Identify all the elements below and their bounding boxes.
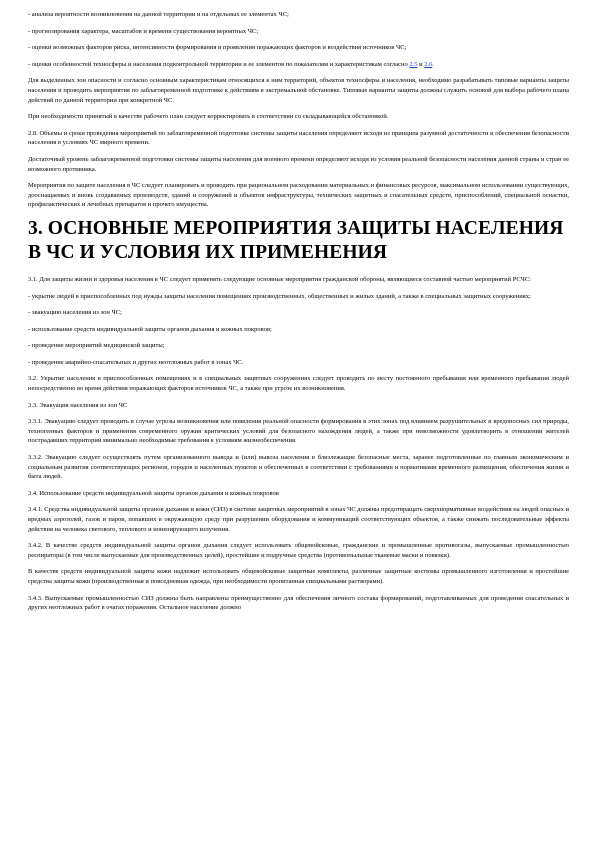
- paragraph: 3.4.3. Выпускаемые промышленностью СИЗ должны быть направлены преимущественно для обеспечения личного состава формирований, подготавливаемых для проведения спасательных и других неотложных работ в очагах поражения. Остальное население должно: [28, 594, 569, 612]
- reference-link-2-6[interactable]: 2.6: [424, 60, 433, 68]
- paragraph: 2.8. Объемы и сроки проведения мероприятий по заблаговременной подготовке системы защиты населения определяют исходя из принципа разумной достаточности и обеспечения безопасности населения в условиях ЧС мирного времени.: [28, 129, 569, 147]
- paragraph: - эвакуацию населения из зон ЧС;: [28, 309, 122, 317]
- paragraph-text: и: [417, 60, 425, 68]
- paragraph: 3.3.1. Эвакуацию следует проводить в случае угрозы возникновения или появления реальной опасности формирования в этих зонах под влиянием разрушительных и вредоносных сил природы, техногенных факторов и применения современного оружия критических условий для безопасного нахождения людей, а также при невозможности удовлетворить в отношении жителей пострадавших территорий минимально необходимые требования к условиям жизнеобеспечения.: [28, 418, 569, 445]
- paragraph: 3.3.2. Эвакуацию следует осуществлять путем организованного вывода и (или) вывоза населения в близлежащие безопасные места, заранее подготовленные по главным экономическим и социальным развития соответствующих регионов, городов и населенных пунктов и обеспеченных в соответствии с требованиями и нормативами временного размещения, обеспечения жизни и быта людей.: [28, 454, 569, 481]
- paragraph: - прогнозирования характера, масштабов и времени существования вероятных ЧС;: [28, 27, 259, 35]
- paragraph: 3.4.1. Средства индивидуальной защиты органов дыхания и кожи (СИЗ) в системе защитных мероприятий в зонах ЧС должны предотвращать сверхнормативные воздействия на людей опасных и вредных аэрозолей, газов и паров, попавших в окружающую среду при разрушении оборудования и коммуникаций соответствующих объектов, а также снижать последовательные эффекты действия на человека светового, теплового и ионизирующего излучения.: [28, 506, 569, 533]
- paragraph: При необходимости принятый в качестве рабочего план следует корректировать в соответствии со складывающейся обстановкой.: [28, 113, 389, 121]
- reference-link-2-5[interactable]: 2.5: [409, 60, 418, 68]
- section-heading: 3. ОСНОВНЫЕ МЕРОПРИЯТИЯ ЗАЩИТЫ НАСЕЛЕНИЯ В ЧС И УСЛОВИЯ ИХ ПРИМЕНЕНИЯ: [28, 217, 564, 263]
- paragraph: - оценки возможных факторов риска, интенсивности формирования и проявления поражающих факторов и воздействия источников ЧС;: [28, 44, 407, 52]
- paragraph-text: - оценки особенностей техносферы и населения подконтрольной территории и ее элементов по показателям и характеристикам согласно: [28, 60, 410, 68]
- paragraph: Мероприятия по защите населения в ЧС следует планировать и проводить при рациональном расходовании материальных и финансовых ресурсов, максимальном использовании существующих, дооснащаемых и вновь создаваемых производств, зданий и сооружений и объектов инфраструктуры, технических защитных и спасательных средств, приспособлений, специальной оснастки, профилактических и лечебных препаратов и прочего имущества.: [28, 182, 569, 209]
- paragraph: В качестве средств индивидуальной защиты кожи надлежит использовать общевойсковые защитные комплекты, различные защитные костюмы промышленного изготовления и простейшие средства защиты кожи (производственная и повседневная одежда, при необходимости пропитанная специальными растворами).: [28, 568, 569, 585]
- paragraph: 3.1. Для защиты жизни и здоровья населения в ЧС следует применять следующие основные мероприятия гражданской обороны, являющиеся составной частью мероприятий РСЧС:: [28, 275, 531, 283]
- paragraph: - анализа вероятности возникновения на данной территории и на отдельных ее элементах ЧС;: [28, 11, 289, 18]
- paragraph: 3.4.2. В качестве средств индивидуальной защиты органов дыхания следует использовать общевойсковые, гражданские и промышленные противогазы, выпускаемые промышленностью респираторы (в том числе выпускаемые для производственных целей), простейшие и подручные средства (противопыльные тканевые маски и повязки).: [28, 542, 569, 559]
- paragraph: - использование средств индивидуальной защиты органов дыхания и кожных покровов;: [28, 325, 272, 333]
- paragraph-text: .: [432, 60, 434, 68]
- paragraph: - проведение мероприятий медицинской защиты;: [28, 342, 165, 350]
- paragraph: 3.4. Использование средств индивидуальной защиты органов дыхания и кожных покровов: [28, 489, 279, 497]
- paragraph: Для выделенных зон опасности и согласно основным характеристикам относящихся к ним территорий, объектов техносферы и населения, необходимо разрабатывать типовые варианты защиты населения и проводить мероприятия по заблаговременной подготовке к действиям в экстремальной обстановке. Типовые варианты защиты должны служить основой для выбора рабочего плана действий по данной территории при конкретной ЧС.: [28, 77, 569, 104]
- paragraph: 3.2. Укрытие населения в приспособленных помещениях и в специальных защитных сооружениях следует проводить по месту постоянного пребывания или временного пребывания людей непосредственно во время действия поражающих факторов источников ЧС, а также при угрозе их возникновения.: [28, 375, 569, 393]
- paragraph: - укрытие людей в приспособленных под нужды защиты населения помещениях производственных, общественных и жилых зданий, а также в специальных защитных сооружениях;: [28, 292, 531, 300]
- paragraph: 3.3. Эвакуация населения из зон ЧС: [28, 401, 128, 409]
- paragraph-with-references: [28, 60, 569, 70]
- paragraph: Достаточный уровень заблаговременной подготовки системы защиты населения для военного времени определяют исходя из условия реальной безопасности населения данной страны и стран ее возможного противника.: [28, 155, 569, 173]
- paragraph: - проведение аварийно-спасательных и других неотложных работ в зонах ЧС.: [28, 358, 244, 366]
